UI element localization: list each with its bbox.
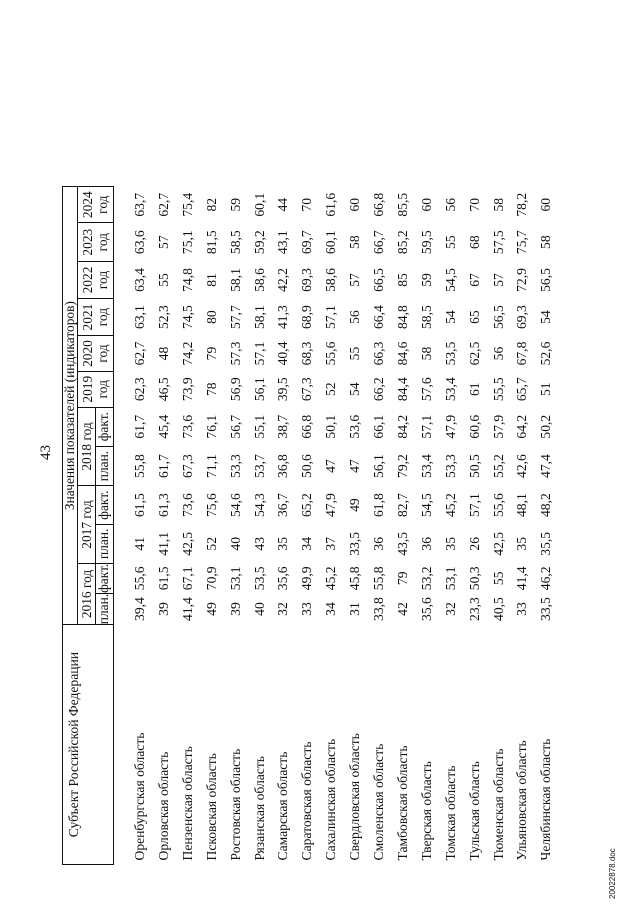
table-row [271, 1, 295, 865]
table-header [63, 1, 114, 865]
value-cell: 69,3 [514, 305, 530, 329]
value-cell: 78 [203, 382, 219, 397]
region-name: Орловская область [156, 751, 172, 861]
value-cell: 59,2 [251, 230, 267, 255]
value-cell: 33,8 [371, 597, 387, 621]
region-name: Тамбовская область [394, 745, 410, 861]
region-name: Сахалинская область [323, 738, 339, 861]
value-cell: 85,5 [394, 192, 410, 217]
value-cell: 69,7 [299, 230, 315, 255]
value-cell: 58,1 [251, 305, 267, 329]
value-cell: 40,4 [275, 341, 291, 366]
value-cell: 35 [275, 537, 291, 551]
region-name: Смоленская область [371, 743, 387, 861]
value-cell: 35,6 [418, 597, 434, 621]
table-row [200, 1, 224, 865]
region-name: Ростовская область [227, 748, 243, 861]
value-cell: 67,8 [514, 341, 530, 366]
value-cell: 50,1 [323, 414, 339, 439]
value-cell: 55,6 [323, 341, 339, 366]
value-cell: 43,1 [275, 230, 291, 255]
value-cell: 49 [203, 602, 219, 616]
value-cell: 56 [442, 197, 458, 212]
plan-fact-header: план. [96, 524, 114, 563]
value-cell: 62,3 [132, 377, 148, 402]
year-unit: год [94, 307, 110, 327]
value-cell: 84,4 [394, 377, 410, 402]
value-cell: 37 [323, 537, 339, 551]
plan-fact-header: план. [96, 593, 114, 624]
value-cell: 56,7 [227, 414, 243, 439]
value-cell: 52,3 [156, 305, 172, 329]
value-cell: 44 [275, 197, 291, 212]
value-cell: 75,7 [514, 230, 530, 255]
value-cell: 57,1 [251, 341, 267, 366]
value-cell: 66,2 [371, 377, 387, 402]
year-header: 2017 год [78, 486, 96, 563]
year-header [78, 223, 114, 262]
region-name: Челябинская область [538, 738, 554, 861]
value-cell: 49 [347, 498, 363, 512]
table-row [247, 1, 271, 865]
table-row [367, 1, 391, 865]
value-cell: 53,6 [347, 414, 363, 439]
value-cell: 62,7 [132, 341, 148, 366]
value-cell: 57,1 [418, 414, 434, 439]
value-cell: 75,4 [179, 192, 195, 217]
value-cell: 59 [418, 273, 434, 287]
value-cell: 85,2 [394, 230, 410, 255]
value-cell: 53,3 [227, 454, 243, 478]
value-cell: 82,7 [394, 493, 410, 517]
value-cell: 42 [394, 602, 410, 616]
value-cell: 56,1 [371, 454, 387, 478]
value-cell: 47 [347, 459, 363, 473]
value-cell: 46,2 [538, 566, 554, 591]
value-cell: 50,2 [538, 414, 554, 439]
value-cell: 53,1 [442, 566, 458, 591]
value-cell: 73,6 [179, 493, 195, 517]
value-cell: 48,1 [514, 493, 530, 517]
value-cell: 45,8 [347, 566, 363, 591]
table-row [343, 1, 367, 865]
value-cell: 55 [490, 571, 506, 586]
value-cell: 41 [132, 537, 148, 551]
value-cell: 82 [203, 197, 219, 212]
value-cell: 61,7 [156, 454, 172, 478]
value-cell: 65,7 [514, 377, 530, 402]
value-cell: 84,2 [394, 414, 410, 439]
year-header [78, 299, 114, 336]
value-cell: 42,6 [514, 454, 530, 478]
value-cell: 58 [490, 197, 506, 212]
table-row [534, 1, 558, 865]
value-cell: 40,5 [490, 597, 506, 621]
value-cell: 36,7 [275, 493, 291, 517]
value-cell: 61,3 [156, 493, 172, 517]
value-cell: 62,7 [156, 192, 172, 217]
value-cell: 53,3 [442, 454, 458, 478]
value-cell: 67 [466, 273, 482, 287]
year-unit: год [94, 380, 110, 399]
value-cell: 39 [227, 602, 243, 616]
value-cell: 55,5 [490, 377, 506, 402]
value-cell: 57,9 [490, 414, 506, 439]
value-cell: 57 [156, 235, 172, 249]
value-cell: 66,1 [371, 414, 387, 439]
value-cell: 54 [347, 382, 363, 397]
value-cell: 41,4 [514, 566, 530, 591]
value-cell: 67,3 [179, 454, 195, 478]
value-cell: 33,5 [347, 531, 363, 556]
value-cell: 33,5 [538, 597, 554, 621]
table-row [462, 1, 486, 865]
value-cell: 39,5 [275, 377, 291, 402]
value-cell: 56 [490, 346, 506, 361]
value-cell: 53,1 [227, 566, 243, 591]
value-cell: 81,5 [203, 230, 219, 255]
value-cell: 79,2 [394, 454, 410, 478]
value-cell: 60,6 [466, 414, 482, 439]
table-row [486, 1, 510, 865]
value-cell: 57,7 [227, 305, 243, 329]
value-cell: 54,3 [251, 493, 267, 517]
value-cell: 73,6 [179, 414, 195, 439]
value-cell: 58,6 [323, 268, 339, 292]
region-name: Тульская область [466, 761, 482, 861]
value-cell: 50,3 [466, 566, 482, 591]
year-header: 2018 год [78, 407, 96, 486]
value-cell: 66,7 [371, 230, 387, 255]
value-cell: 84,6 [394, 341, 410, 366]
value-cell: 58,6 [251, 268, 267, 292]
year-number: 2021 [80, 303, 96, 331]
value-cell: 48,2 [538, 493, 554, 517]
value-cell: 53,4 [442, 377, 458, 402]
value-cell: 41,3 [275, 305, 291, 329]
footer-code: 20022878.doc [608, 848, 617, 899]
table-row [415, 1, 439, 865]
value-cell: 42,2 [275, 268, 291, 292]
value-cell: 31 [347, 602, 363, 616]
value-cell: 33 [514, 602, 530, 616]
value-cell: 58 [538, 235, 554, 249]
value-cell: 32 [275, 602, 291, 616]
value-cell: 74,2 [179, 341, 195, 366]
value-cell: 66,5 [371, 268, 387, 292]
value-cell: 39 [156, 602, 172, 616]
plan-fact-header: факт. [96, 407, 114, 446]
value-cell: 53,5 [251, 566, 267, 591]
value-cell: 75,6 [203, 493, 219, 517]
value-cell: 58 [347, 235, 363, 249]
value-cell: 23,3 [466, 597, 482, 621]
year-number: 2023 [80, 228, 96, 256]
value-cell: 36 [371, 537, 387, 551]
value-cell: 33 [299, 602, 315, 616]
value-cell: 53,4 [418, 454, 434, 478]
value-cell: 84,8 [394, 305, 410, 329]
year-number: 2019 [80, 375, 96, 403]
year-number: 2022 [80, 266, 96, 294]
table-row [510, 1, 534, 865]
plan-fact-header: факт. [96, 486, 114, 525]
value-cell: 61 [466, 382, 482, 397]
value-cell: 58,5 [418, 305, 434, 329]
year-unit: год [94, 233, 110, 252]
value-cell: 65,2 [299, 493, 315, 517]
value-cell: 66,4 [371, 305, 387, 329]
value-cell: 47,9 [323, 493, 339, 517]
value-cell: 58,1 [227, 268, 243, 292]
value-cell: 71,1 [203, 454, 219, 478]
value-cell: 59,5 [418, 230, 434, 255]
value-cell: 67,1 [179, 566, 195, 591]
value-cell: 66,3 [371, 341, 387, 366]
value-cell: 61,7 [132, 414, 148, 439]
value-cell: 68,9 [299, 305, 315, 329]
value-cell: 40 [227, 537, 243, 551]
value-cell: 73,9 [179, 377, 195, 402]
value-cell: 55 [347, 346, 363, 361]
year-number: 2024 [80, 191, 96, 219]
table-row [295, 1, 319, 865]
year-header: 2016 год [78, 563, 96, 624]
value-cell: 55,8 [132, 454, 148, 478]
value-cell: 47,9 [442, 414, 458, 439]
region-name: Псковская область [203, 753, 219, 861]
value-cell: 85 [394, 273, 410, 287]
value-cell: 57,5 [490, 230, 506, 255]
value-cell: 78,2 [514, 192, 530, 217]
year-unit: год [94, 195, 110, 214]
value-cell: 45,2 [323, 566, 339, 591]
value-cell: 52 [203, 537, 219, 551]
value-cell: 50,6 [299, 454, 315, 478]
value-cell: 63,6 [132, 230, 148, 255]
region-name: Рязанская область [251, 756, 267, 861]
value-cell: 76,1 [203, 414, 219, 439]
page-number: 43 [38, 445, 54, 460]
value-cell: 55,1 [251, 414, 267, 439]
region-name: Самарская область [275, 751, 291, 861]
value-cell: 61,6 [323, 192, 339, 217]
value-cell: 70,9 [203, 566, 219, 591]
value-cell: 54,5 [442, 268, 458, 292]
value-cell: 54 [538, 310, 554, 324]
value-cell: 56,1 [251, 377, 267, 402]
value-cell: 48 [156, 346, 172, 361]
value-cell: 53,5 [442, 341, 458, 366]
value-cell: 64,2 [514, 414, 530, 439]
value-cell: 57 [490, 273, 506, 287]
indicators-group-header: Значения показателей (индикаторов) [63, 187, 78, 625]
value-cell: 66,8 [371, 192, 387, 217]
value-cell: 38,7 [275, 414, 291, 439]
region-name: Оренбургская область [132, 732, 148, 861]
value-cell: 43 [251, 537, 267, 551]
value-cell: 50,5 [466, 454, 482, 478]
value-cell: 57 [347, 273, 363, 287]
value-cell: 70 [299, 197, 315, 212]
value-cell: 57,1 [466, 493, 482, 517]
value-cell: 55,8 [371, 566, 387, 591]
year-header [78, 336, 114, 372]
value-cell: 62,5 [466, 341, 482, 366]
subject-column-header: Субъект Российской Федерации [63, 625, 114, 865]
value-cell: 66,8 [299, 414, 315, 439]
value-cell: 41,4 [179, 597, 195, 621]
region-name: Томская область [442, 765, 458, 861]
value-cell: 55 [442, 235, 458, 249]
value-cell: 59 [227, 197, 243, 212]
table-row [319, 1, 343, 865]
value-cell: 56,5 [538, 268, 554, 292]
value-cell: 47 [323, 459, 339, 473]
value-cell: 47,4 [538, 454, 554, 478]
value-cell: 79 [394, 571, 410, 586]
value-cell: 53,2 [418, 566, 434, 591]
value-cell: 58 [418, 346, 434, 361]
year-header [78, 261, 114, 298]
table-row [114, 1, 152, 865]
value-cell: 34 [323, 602, 339, 616]
value-cell: 26 [466, 537, 482, 551]
value-cell: 45,4 [156, 414, 172, 439]
value-cell: 56 [347, 310, 363, 324]
value-cell: 61,5 [132, 493, 148, 517]
table-row [152, 1, 176, 865]
value-cell: 70 [466, 197, 482, 212]
header-row-1 [63, 1, 78, 865]
value-cell: 52,6 [538, 341, 554, 366]
value-cell: 36 [418, 537, 434, 551]
value-cell: 36,8 [275, 454, 291, 478]
value-cell: 63,4 [132, 268, 148, 292]
year-unit: год [94, 270, 110, 290]
value-cell: 54 [442, 310, 458, 324]
value-cell: 60,1 [251, 192, 267, 217]
value-cell: 42,5 [179, 531, 195, 556]
table-row [224, 1, 248, 865]
value-cell: 43,5 [394, 531, 410, 556]
value-cell: 35,5 [538, 531, 554, 556]
value-cell: 79 [203, 346, 219, 361]
table-body [114, 1, 559, 865]
value-cell: 40 [251, 602, 267, 616]
region-name: Тверская область [418, 761, 434, 861]
value-cell: 57,6 [418, 377, 434, 402]
value-cell: 55,2 [490, 454, 506, 478]
value-cell: 35,6 [275, 566, 291, 591]
value-cell: 51 [538, 382, 554, 397]
value-cell: 63,1 [132, 305, 148, 329]
plan-fact-header: факт. [96, 563, 114, 593]
value-cell: 54,5 [418, 493, 434, 517]
value-cell: 80 [203, 310, 219, 324]
value-cell: 74,8 [179, 268, 195, 292]
year-number: 2020 [80, 340, 96, 367]
value-cell: 41,1 [156, 531, 172, 556]
region-name: Ульяновская область [514, 740, 530, 861]
plan-fact-header: план. [96, 446, 114, 486]
value-cell: 60,1 [323, 230, 339, 255]
value-cell: 81 [203, 273, 219, 287]
value-cell: 57,3 [227, 341, 243, 366]
value-cell: 75,1 [179, 230, 195, 255]
value-cell: 46,5 [156, 377, 172, 402]
value-cell: 49,9 [299, 566, 315, 591]
value-cell: 32 [442, 602, 458, 616]
table-row [439, 1, 463, 865]
year-unit: год [94, 344, 110, 363]
value-cell: 69,3 [299, 268, 315, 292]
value-cell: 68 [466, 235, 482, 249]
value-cell: 68,3 [299, 341, 315, 366]
value-cell: 42,5 [490, 531, 506, 556]
value-cell: 56,5 [490, 305, 506, 329]
value-cell: 60 [538, 197, 554, 212]
value-cell: 56,9 [227, 377, 243, 402]
value-cell: 63,7 [132, 192, 148, 217]
value-cell: 57,1 [323, 305, 339, 329]
value-cell: 34 [299, 537, 315, 551]
value-cell: 35 [514, 537, 530, 551]
value-cell: 65 [466, 310, 482, 324]
value-cell: 72,9 [514, 268, 530, 292]
value-cell: 52 [323, 382, 339, 397]
table-row [176, 1, 200, 865]
value-cell: 54,6 [227, 493, 243, 517]
value-cell: 55 [156, 273, 172, 287]
value-cell: 39,4 [132, 597, 148, 621]
value-cell: 74,5 [179, 305, 195, 329]
region-name: Свердловская область [347, 733, 363, 861]
value-cell: 60 [347, 197, 363, 212]
value-cell: 61,5 [156, 566, 172, 591]
year-header [78, 371, 114, 407]
value-cell: 35 [442, 537, 458, 551]
value-cell: 53,7 [251, 454, 267, 478]
indicators-table [62, 0, 558, 865]
value-cell: 58,5 [227, 230, 243, 255]
value-cell: 55,6 [490, 493, 506, 517]
value-cell: 67,3 [299, 377, 315, 402]
region-name: Саратовская область [299, 741, 315, 861]
value-cell: 61,8 [371, 493, 387, 517]
value-cell: 60 [418, 197, 434, 212]
year-header [78, 187, 114, 223]
region-name: Пензенская область [179, 746, 195, 861]
table-row [391, 1, 415, 865]
region-name: Тюменская область [490, 748, 506, 861]
value-cell: 45,2 [442, 493, 458, 517]
value-cell: 55,6 [132, 566, 148, 591]
